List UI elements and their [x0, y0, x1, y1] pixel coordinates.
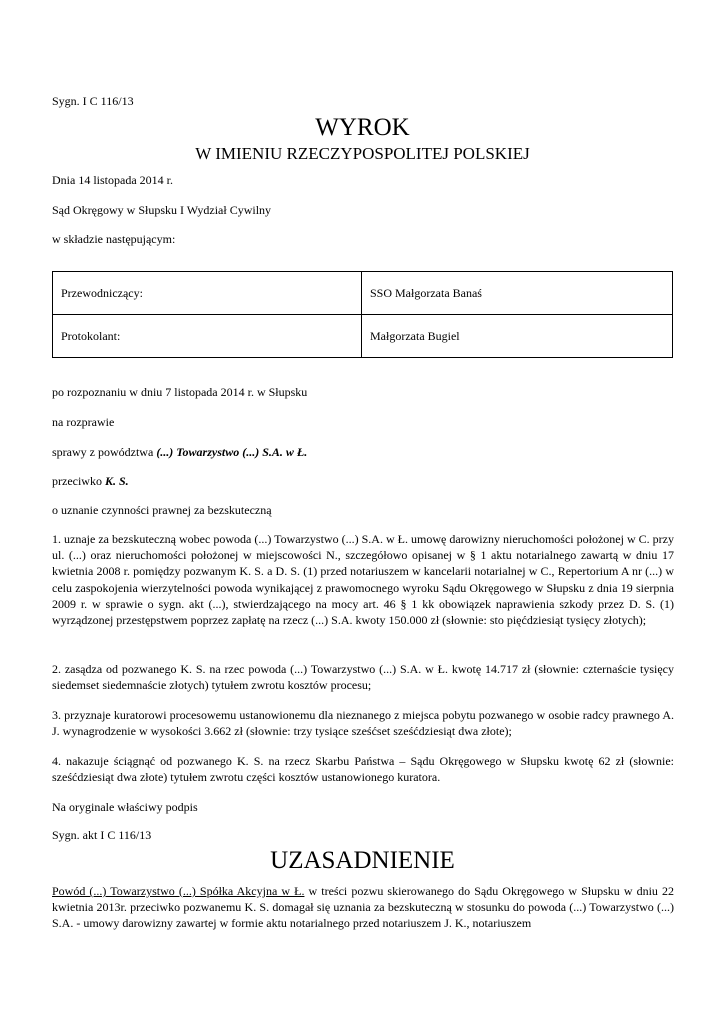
plaintiff-name: (...) Towarzystwo (...) S.A. w Ł.	[156, 445, 308, 459]
judgment-date: Dnia 14 listopada 2014 r.	[52, 173, 173, 187]
case-signature-top: Sygn. I C 116/13	[52, 94, 134, 108]
case-number: Sygn. akt I C 116/13	[52, 828, 152, 842]
defendant-name: K. S.	[104, 474, 129, 488]
against-prefix: przeciwko	[52, 474, 105, 488]
court-composition-table	[52, 271, 673, 358]
justification-lead: Powód (...) Towarzystwo (...) Spółka Akcyjna w Ł.	[52, 884, 305, 898]
hearing-info: po rozpoznaniu w dniu 7 listopada 2014 r. w Słupsku	[52, 385, 308, 399]
judgment-subtitle: W IMIENIU RZECZYPOSPOLITEJ POLSKIEJ	[195, 144, 530, 163]
composition-label: w składzie następującym:	[52, 232, 176, 246]
judgment-title: WYROK	[315, 114, 410, 141]
name-cell: SSO Małgorzata Banaś	[362, 272, 673, 315]
suit-line	[52, 444, 307, 460]
original-signature-note: Na oryginale właściwy podpis	[52, 800, 198, 814]
ruling-paragraph: 3. przyznaje kuratorowi procesowemu ustanowionemu dla nieznanego z miejsca pobytu pozwanego w osobie radcy prawnego A. J. wynagrodzenie w wysokości 3.662 zł (słownie: trzy tysiące sześćset sześćdziesiąt dwa złote);	[52, 708, 674, 739]
role-cell: Przewodniczący:	[53, 272, 362, 315]
suit-prefix: sprawy z powództwa	[52, 445, 157, 459]
ruling-paragraph: 2. zasądza od pozwanego K. S. na rzec powoda (...) Towarzystwo (...) S.A. w Ł. kwotę 14.717 zł (słownie: czternaście tysięcy siedemset siedemnaście złotych) tytułem zwrotu kosztów procesu;	[52, 662, 674, 693]
against-line	[52, 473, 129, 489]
ruling-paragraph: 4. nakazuje ściągnąć od pozwanego K. S. na rzecz Skarbu Państwa – Sądu Okręgowego w Słupsku kwotę 62 zł (słownie: sześćdziesiąt dwa złote) tytułem zwrotu części kosztów ustanowionego kuratora.	[52, 754, 674, 785]
justification-paragraph	[52, 883, 674, 932]
name-cell: Małgorzata Bugiel	[362, 315, 673, 358]
justification-title: UZASADNIENIE	[270, 847, 455, 874]
ruling-paragraph: 1. uznaje za bezskuteczną wobec powoda (...) Towarzystwo (...) S.A. w Ł. umowę darowizny nieruchomości położonej w C. przy ul. (...) oraz nieruchomości położonej w miejscowości N., szczegółowo opisanej w § 1 aktu notarialnego zawartą w dniu 17 kwietnia 2008 r. pomiędzy pozwanym K. S. a D. S. (1) przed notariuszem w kancelarii notarialnej w C., Repertorium A nr (...) w celu zaspokojenia wierzytelności powoda wynikającej z prawomocnego wyroku Sądu Okręgowego w Słupsku z dnia 19 sierpnia 2009 r. w sprawie o sygn. akt (...), stwierdzającego na mocy art. 46 § 1 kk obowiązek naprawienia szkody przez D. S. (1) wyrządzonej przestępstwem poprzez zapłatę na rzecz (...) S.A. kwoty 150.000 zł (słownie: sto pięćdziesiąt tysięcy złotych);	[52, 532, 674, 628]
table-row	[53, 315, 673, 358]
on-trial-label: na rozprawie	[52, 415, 115, 429]
role-cell: Protokolant:	[53, 315, 362, 358]
justification-text: w treści pozwu skierowanego do Sądu Okręgowego w Słupsku w dniu 22 kwietnia 2013r. przeciwko pozwanemu K. S. domagał się uznania za bezskuteczną w stosunku do powoda (...) Towarzystwo (...) S.A. - umowy darowizny zawartej w formie aktu notarialnego przed notariuszem J. K., notariuszem	[52, 884, 674, 931]
court-name: Sąd Okręgowy w Słupsku I Wydział Cywilny	[52, 203, 272, 217]
table-row	[53, 272, 673, 315]
case-subject: o uznanie czynności prawnej za bezskuteczną	[52, 503, 272, 517]
